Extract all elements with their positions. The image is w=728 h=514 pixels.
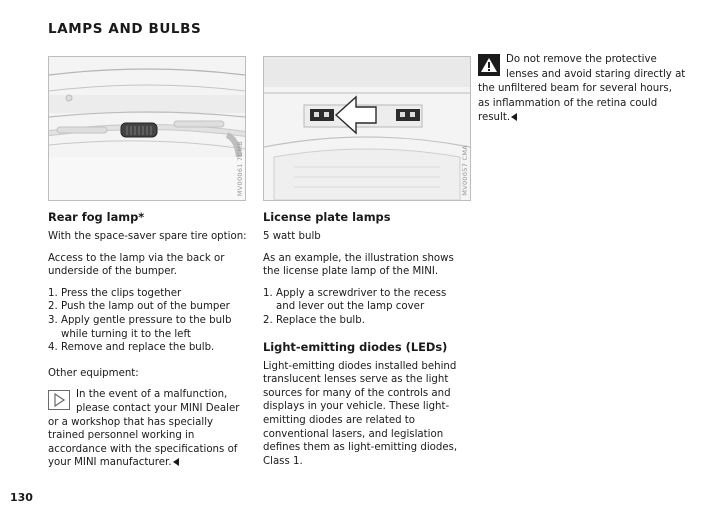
license-para1: 5 watt bulb [263,231,321,242]
license-para2: As an example, the illustration shows the license plate lamp of the MINI. [263,252,454,278]
warning-triangle-icon [478,54,500,76]
figure-code: MV00057 CMA [461,145,469,196]
license-heading: License plate lamps [263,210,391,224]
end-mark-icon [173,458,179,466]
bumper-illustration [49,57,245,200]
leds-text: Light-emitting diodes installed behind translucent lenses serve as the light sources for many of the controls and displays in your vehicle. These light-emitting diodes are related to conventional lasers, and legislation defines them as light-emitting diodes, Class 1. [263,360,458,467]
warning-text: Do not remove the protective lenses and avoid staring directly at the unfiltered beam for several hours, as inflammation of the retina could result. [478,54,686,124]
license-lamp-figure [263,56,471,201]
figure-code: MV00061 7CMB [236,140,244,196]
list-item: 1. Apply a screwdriver to the recess and lever out the lamp cover [263,287,447,313]
rear-fog-lamp-figure [48,56,246,201]
list-item: 1. Press the clips together [48,287,182,299]
page-number: 130 [10,491,33,504]
other-equipment-label: Other equipment: [48,367,139,379]
page-title: LAMPS AND BULBS [48,21,202,37]
dealer-note [48,388,248,470]
rear-fog-para2: Access to the lamp via the back or underside of the bumper. [48,252,225,278]
rear-fog-para1: With the space-saver spare tire option: [48,231,247,242]
leds-heading: Light-emitting diodes (LEDs) [263,339,448,354]
dealer-note-text: In the event of a malfunction, please contact your MINI Dealer or a workshop that has specially trained personnel working in accordance with the specifications of your MINI manufacturer. [48,389,240,469]
note-arrow-icon [48,390,70,410]
list-item: 3. Apply gentle pressure to the bulb while turning it to the left [48,314,232,340]
license-lamp-illustration [264,57,470,200]
list-item: 2. Replace the bulb. [263,314,365,326]
license-section [263,210,463,476]
rear-fog-steps [48,287,248,355]
list-item: 2. Push the lamp out of the bumper [48,301,230,313]
end-mark-icon [511,113,517,121]
license-steps [263,287,463,328]
rear-fog-heading: Rear fog lamp* [48,210,145,224]
rear-fog-section [48,210,248,470]
list-item: 4. Remove and replace the bulb. [48,342,215,354]
warning-note [478,53,686,126]
